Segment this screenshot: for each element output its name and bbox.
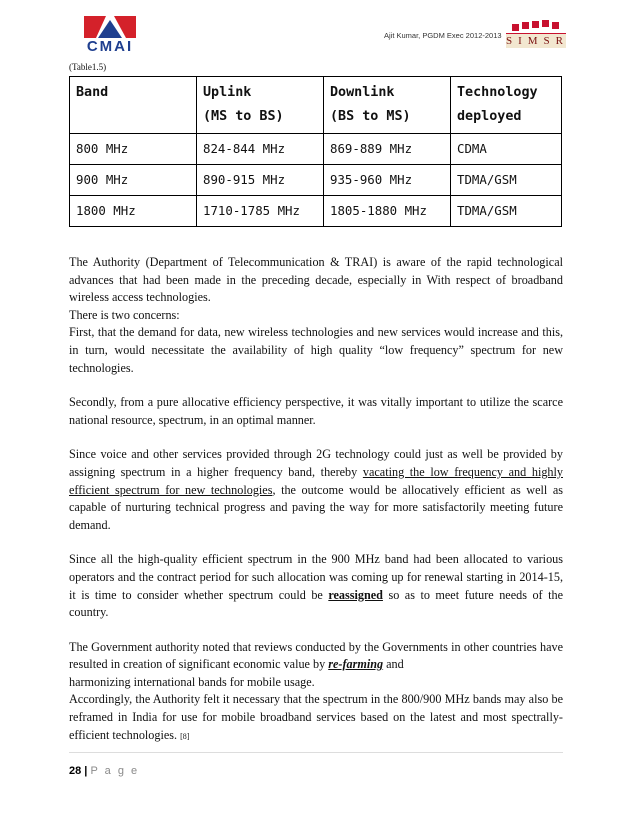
paragraph: There is two concerns: <box>69 307 180 322</box>
table-header-cell: Technology deployed <box>451 77 562 134</box>
paragraph: Since all the high-quality efficient spectrum in the 900 MHz band had been allocated to various operators and the contract period for such allocation was coming up for renewal starting in 2014-15, it is time to consider whether spectrum could be reassigned so as to meet future needs of the country. <box>69 552 563 620</box>
simsr-logo-text: SIMSR <box>506 35 570 47</box>
underlined-phrase: vacating the low frequency and highly efficient spectrum for new technologies <box>69 464 563 497</box>
table-cell: 1710-1785 MHz <box>197 196 324 227</box>
table-cell: 824-844 MHz <box>197 134 324 165</box>
page-label: P a g e <box>90 765 140 777</box>
table-cell: 869-889 MHz <box>324 134 451 165</box>
table-row <box>70 134 562 165</box>
table-header-cell: Band <box>70 77 197 134</box>
simsr-logo <box>506 20 570 50</box>
cmai-logo-graphic <box>84 16 136 38</box>
cmai-logo <box>78 16 142 55</box>
header-author: Ajit Kumar, PGDM Exec 2012-2013 <box>384 31 502 40</box>
table-cell: 890-915 MHz <box>197 165 324 196</box>
paragraph: harmonizing international bands for mobile usage. <box>69 674 315 689</box>
table-cell: 1805-1880 MHz <box>324 196 451 227</box>
footer-separator: | <box>81 765 91 777</box>
page-number: 28 <box>69 765 82 777</box>
cmai-logo-text: CMAI <box>86 38 134 55</box>
table-cell: CDMA <box>451 134 562 165</box>
table-caption: (Table1.5) <box>69 62 107 72</box>
table-header-cell: Uplink (MS to BS) <box>197 77 324 134</box>
band-table <box>69 76 562 227</box>
paragraph: The Authority (Department of Telecommunication & TRAI) is aware of the rapid technological advances that had been made in the preceding decade, especially in With respect of broadband wireless access technologies. <box>69 255 563 305</box>
paragraph: The Government authority noted that reviews conducted by the Governments in other countries have resulted in creation of significant economic value by re-farming and <box>69 639 563 672</box>
emphasis-reassigned: reassigned <box>328 587 383 602</box>
emphasis-refarming: re-farming <box>328 657 384 672</box>
table-cell: 800 MHz <box>70 134 197 165</box>
table-cell: TDMA/GSM <box>451 196 562 227</box>
page-footer <box>69 765 139 777</box>
table-cell: 935-960 MHz <box>324 165 451 196</box>
paragraph: First, that the demand for data, new wireless technologies and new services would increase and this, in turn, would necessitate the availability of high quality “low frequency” spectrum for new technologies. <box>69 325 563 375</box>
paragraph: Since voice and other services provided through 2G technology could just as well be provided by assigning spectrum in a higher frequency band, thereby vacating the low frequency and highly efficient spectrum for new technologies, the outcome would be allocatively efficient as well as capable of nurturing technical progress and paving the way for more satisfactorily meeting future demand. <box>69 447 563 532</box>
paragraph: Secondly, from a pure allocative efficiency perspective, it was vitally important to utilize the scarce national resource, spectrum, in an optimal manner. <box>69 395 563 427</box>
table-cell: 900 MHz <box>70 165 197 196</box>
reference-marker: [8] <box>180 731 190 741</box>
footer-divider <box>69 752 563 753</box>
page-header <box>0 0 638 60</box>
paragraph: Accordingly, the Authority felt it necessary that the spectrum in the 800/900 MHz bands may also be reframed in India for use for mobile broadband services based on the latest and most spectrally-efficient technologies. [8] <box>69 692 563 742</box>
table-row <box>70 165 562 196</box>
table-header-row <box>70 77 562 134</box>
table-row <box>70 196 562 227</box>
body-text <box>69 254 563 745</box>
table-cell: 1800 MHz <box>70 196 197 227</box>
table-cell: TDMA/GSM <box>451 165 562 196</box>
table-header-cell: Downlink (BS to MS) <box>324 77 451 134</box>
